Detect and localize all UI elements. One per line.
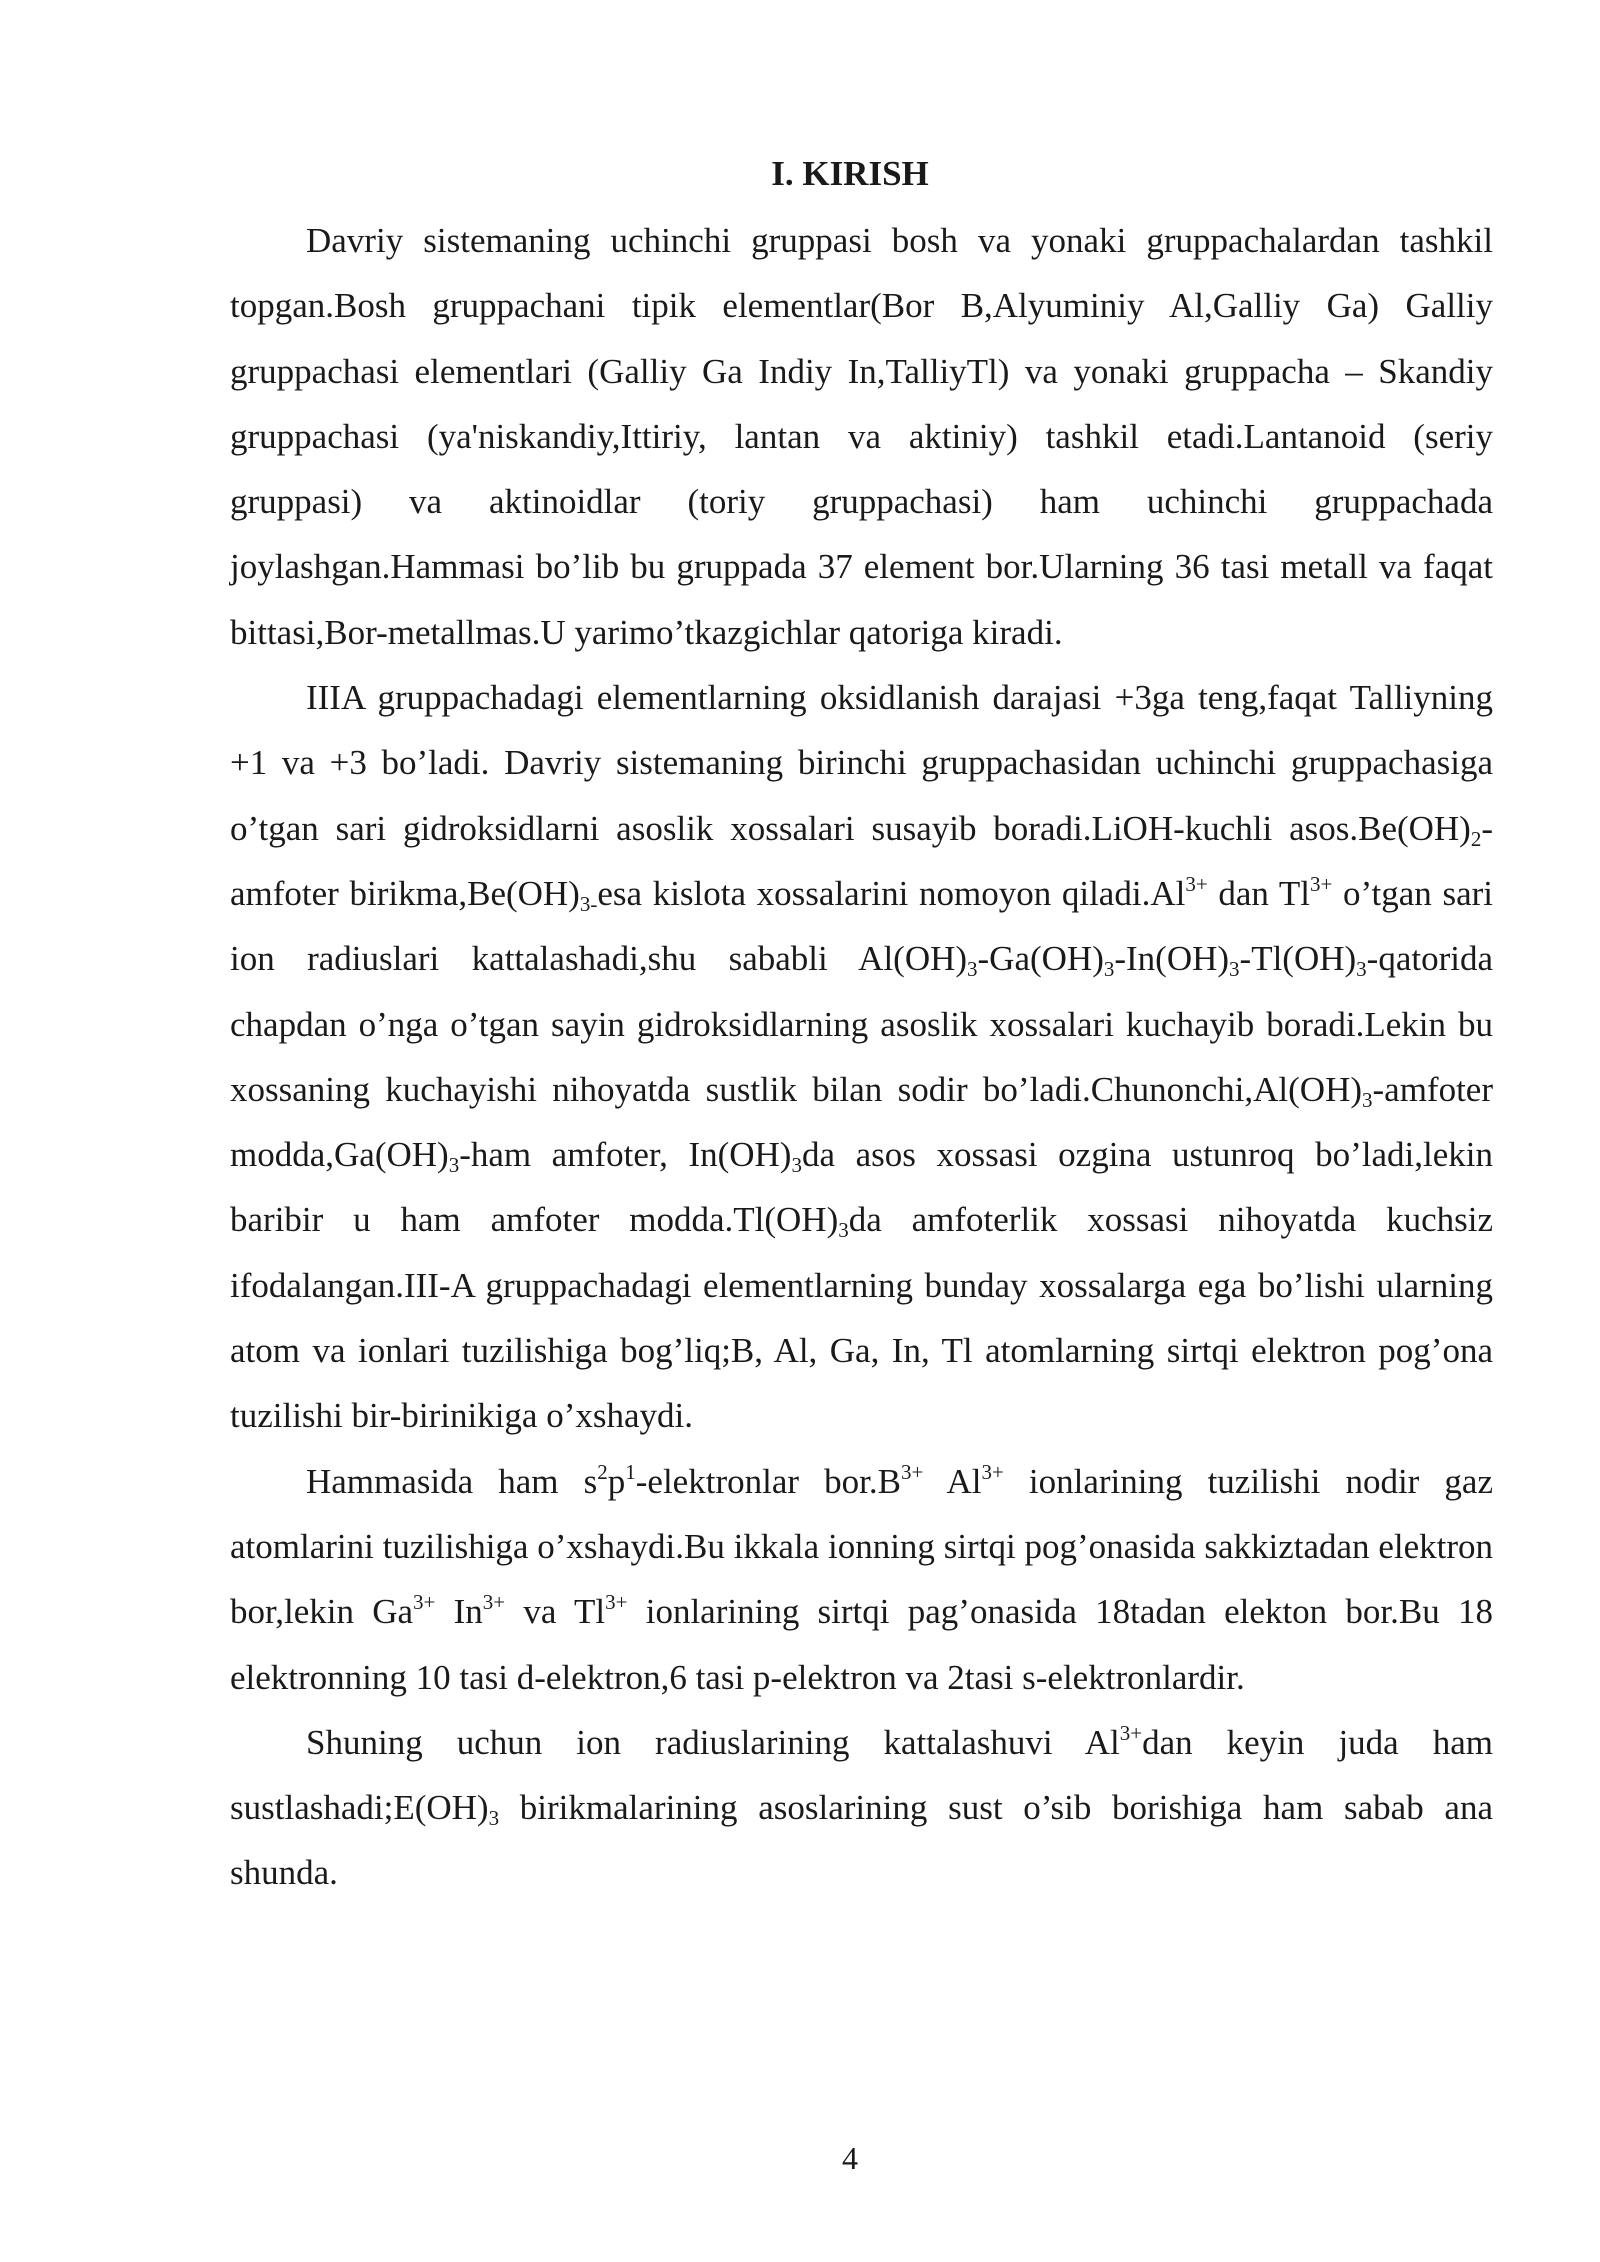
subscript: 3	[838, 1218, 849, 1243]
text-run: -Ga(OH)	[977, 939, 1104, 979]
superscript: 3+	[605, 1590, 628, 1615]
paragraph-conclusion	[230, 1710, 1493, 1906]
paragraph-intro	[230, 208, 1493, 665]
text-run: Hammasida ham s	[306, 1461, 598, 1501]
superscript: 2	[597, 1459, 608, 1484]
text-run: -ham amfoter, In(OH)	[459, 1135, 792, 1175]
text-run: -amfoter modda,Ga(OH)	[230, 1069, 1493, 1175]
paragraph-hydroxides	[230, 665, 1493, 1449]
subscript: 3	[1229, 957, 1240, 982]
body-text	[230, 208, 1493, 1906]
text-run: Shuning uchun ion radiuslarining kattalashuvi Al	[306, 1722, 1120, 1762]
superscript: 3+	[981, 1459, 1004, 1484]
subscript: 3	[488, 1806, 500, 1831]
text-run: da amfoterlik xossasi nihoyatda kuchsiz ifodalangan.III-A gruppachadagi elementlarning bunday xossalarga ega bo’lishi ularning atom va ionlari tuzilishiga bog’liq;B, Al, Ga, In, Tl atomlarning sirtqi elektron pog’ona tuzilishi bir-birinikiga o’xshaydi.	[230, 1200, 1493, 1436]
text-run: p	[607, 1461, 626, 1501]
text-run: esa kislota xossalarini nomoyon qiladi.Al	[597, 873, 1186, 913]
superscript: 3+	[1310, 871, 1333, 896]
page-number: 4	[842, 2140, 858, 2176]
text-run: dan keyin juda ham sustlashadi;E(OH)	[230, 1722, 1494, 1828]
subscript: 3	[791, 1153, 802, 1178]
text-run: In	[435, 1592, 483, 1632]
paragraph-electrons	[230, 1449, 1493, 1710]
subscript: 3	[448, 1153, 460, 1178]
superscript: 3+	[482, 1590, 506, 1615]
subscript: 3	[1103, 957, 1115, 982]
subscript: 3	[967, 957, 978, 982]
text-run: ionlarining sirtqi pag’onasida 18tadan elekton bor.Bu 18 elektronning 10 tasi d-elektron,6 tasi p-elektron va 2tasi s-elektronlardir.	[230, 1592, 1493, 1697]
superscript: 3+	[900, 1459, 924, 1484]
text-run: Al	[923, 1461, 982, 1501]
text-run: -Tl(OH)	[1239, 939, 1357, 979]
text-run: -In(OH)	[1114, 939, 1230, 979]
text-run: Davriy sistemaning uchinchi gruppasi bosh va yonaki gruppachalardan tashkil topgan.Bosh gruppachani tipik elementlar(Bor B,Alyuminiy Al,Galliy Ga) Galliy gruppachasi elementlari (Galliy Ga Indiy In,TalliyTl) va yonaki gruppacha – Skandiy gruppachasi (ya'niskandiy,Ittiriy, lantan va aktiniy) tashkil etadi.Lantanoid (seriy gruppasi) va aktinoidlar (toriy gruppachasi) ham uchinchi gruppachada joylashgan.Hammasi bo’lib bu gruppada 37 element bor.Ularning 36 tasi metall va faqat bittasi,Bor-metallmas.U yarimo’tkazgichlar qatoriga kiradi.	[230, 221, 1493, 652]
text-run: -elektronlar bor.B	[635, 1461, 901, 1501]
superscript: 3+	[1119, 1720, 1143, 1745]
text-run: dan Tl	[1207, 873, 1310, 913]
subscript: 3	[1356, 957, 1367, 982]
subscript: 2	[1470, 826, 1482, 851]
text-run: va Tl	[505, 1592, 606, 1632]
text-run: birikmalarining asoslarining sust o’sib borishiga ham sabab ana shunda.	[230, 1788, 1493, 1893]
subscript: 3	[1362, 1087, 1373, 1112]
section-title: I. KIRISH	[771, 154, 929, 193]
text-run: IIIA gruppachadagi elementlarning oksidlanish darajasi +3ga teng,faqat Talliyning +1 va +3 bo’ladi. Davriy sistemaning birinchi gruppachasidan uchinchi gruppachasiga o’tgan sari gidroksidlarni asoslik xossalari susayib boradi.LiOH-kuchli asos.Be(OH)	[230, 678, 1493, 848]
subscript: 3-	[579, 891, 598, 916]
text-run: da asos xossasi ozgina ustunroq bo’ladi,lekin baribir u ham amfoter modda.Tl(OH)	[230, 1135, 1493, 1240]
superscript: 3+	[1185, 871, 1208, 896]
text-run: -qatorida chapdan o’nga o’tgan sayin gidroksidlarning asoslik xossalari kuchayib boradi.Lekin bu xossaning kuchayishi nihoyatda sustlik bilan sodir bo’ladi.Chunonchi,Al(OH)	[230, 939, 1493, 1109]
text-run: ionlarining tuzilishi nodir gaz atomlarini tuzilishiga o’xshaydi.Bu ikkala ionning sirtqi pog’onasida sakkiztadan elektron bor,lekin Ga	[230, 1461, 1494, 1632]
superscript: 1	[625, 1459, 636, 1484]
text-run: o’tgan sari ion radiuslari kattalashadi,shu sababli Al(OH)	[230, 873, 1493, 979]
superscript: 3+	[413, 1590, 436, 1615]
text-run: -amfoter birikma,Be(OH)	[230, 808, 1493, 913]
